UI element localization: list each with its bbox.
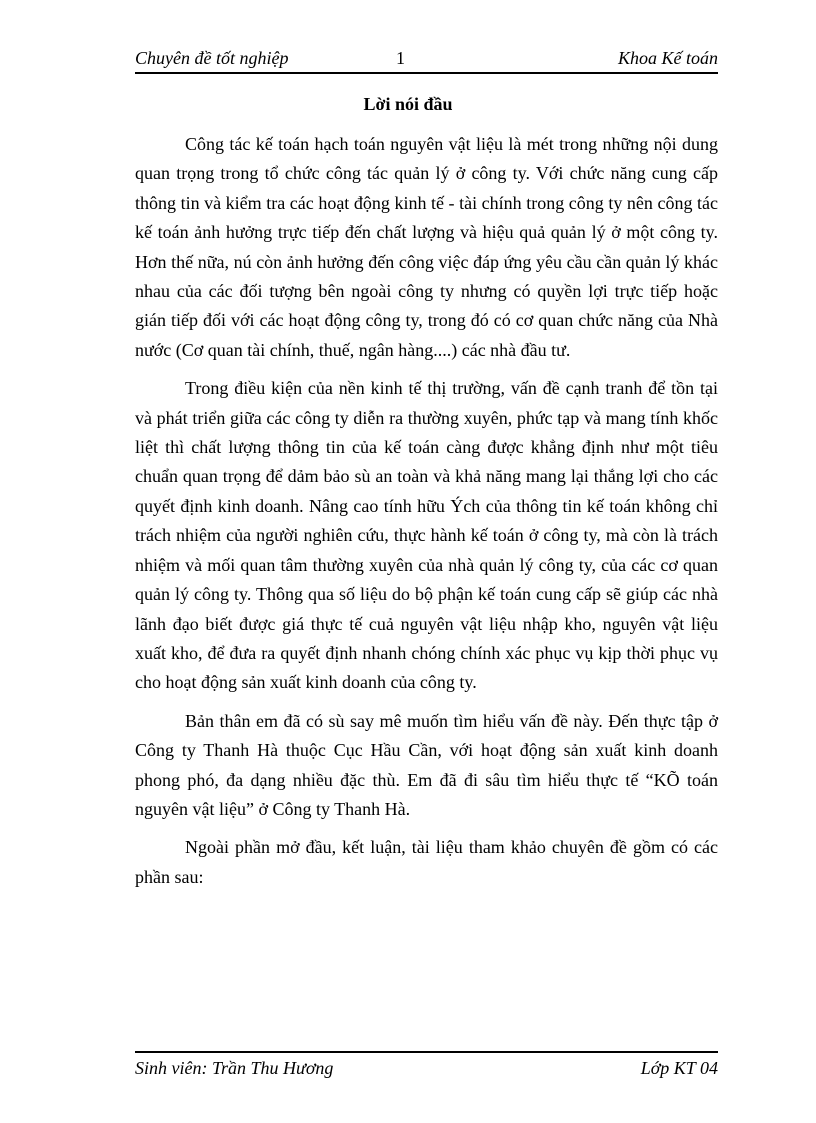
header-page-number: 1: [396, 48, 405, 68]
footer-student: Sinh viên: Trần Thu Hương: [135, 1058, 334, 1078]
header-document-type: Chuyên đề tốt nghiệp: [135, 48, 289, 68]
footer-class: Lớp KT 04: [640, 1058, 718, 1078]
paragraph-2: Trong điều kiện của nền kinh tế thị trường, vấn đề cạnh tranh để tồn tại và phát triển giữa các công ty diễn ra thường xuyên, phức tạp và mang tính khốc liệt thì chất lượng thông tin của kế toán càng được khẳng định như một tiêu chuẩn quan trọng để dảm bảo sù an toàn và khả năng mang lại thắng lợi cho các quyết định kinh doanh. Nâng cao tính hữu Ých của thông tin kế toán không chỉ trách nhiệm của người nghiên cứu, thực hành kế toán ở công ty, mà còn là trách nhiệm và mối quan tâm thường xuyên của nhà quản lý công ty, của các cơ quan quản lý công ty. Thông qua số liệu do bộ phận kế toán cung cấp sẽ giúp các nhà lãnh đạo biết được giá thực tế cuả nguyên vật liệu nhập kho, nguyên vật liệu xuất kho, để đưa ra quyết định nhanh chóng chính xác phục vụ kịp thời phục vụ cho hoạt động sản xuất kinh doanh của công ty.: [135, 378, 718, 693]
page-footer: [135, 1051, 718, 1078]
document-body: [135, 130, 718, 901]
page-header: [135, 48, 718, 74]
page-title: Lời nói đầu: [363, 94, 453, 114]
paragraph-3: Bản thân em đã có sù say mê muốn tìm hiểu vấn đề này. Đến thực tập ở Công ty Thanh Hà thuộc Cục Hầu Cần, với hoạt động sản xuất kinh doanh phong phó, đa dạng nhiều đặc thù. Em đã đi sâu tìm hiểu thực tế “KÕ toán nguyên vật liệu” ở Công ty Thanh Hà.: [135, 710, 718, 819]
header-department: Khoa Kế toán: [617, 48, 718, 68]
paragraph-4: Ngoài phần mở đầu, kết luận, tài liệu tham khảo chuyên đề gồm có các phần sau:: [135, 837, 718, 887]
paragraph-1: Công tác kế toán hạch toán nguyên vật liệu là mét trong những nội dung quan trọng trong tổ chức công tác quản lý ở công ty. Với chức năng cung cấp thông tin và kiểm tra các hoạt động kinh tế - tài chính trong công ty nên công tác kế toán ảnh hưởng trực tiếp đến chất lượng và hiệu quả quản lý ở một công ty. Hơn thế nữa, nú còn ảnh hưởng đến công việc đáp ứng yêu cầu cần quản lý khác nhau của các đối tượng bên ngoài công ty nhưng có quyền lợi trực tiếp hoặc gián tiếp đối với các hoạt động công ty, trong đó có cơ quan chức năng của Nhà nước (Cơ quan tài chính, thuế, ngân hàng....) các nhà đầu tư.: [135, 134, 718, 360]
